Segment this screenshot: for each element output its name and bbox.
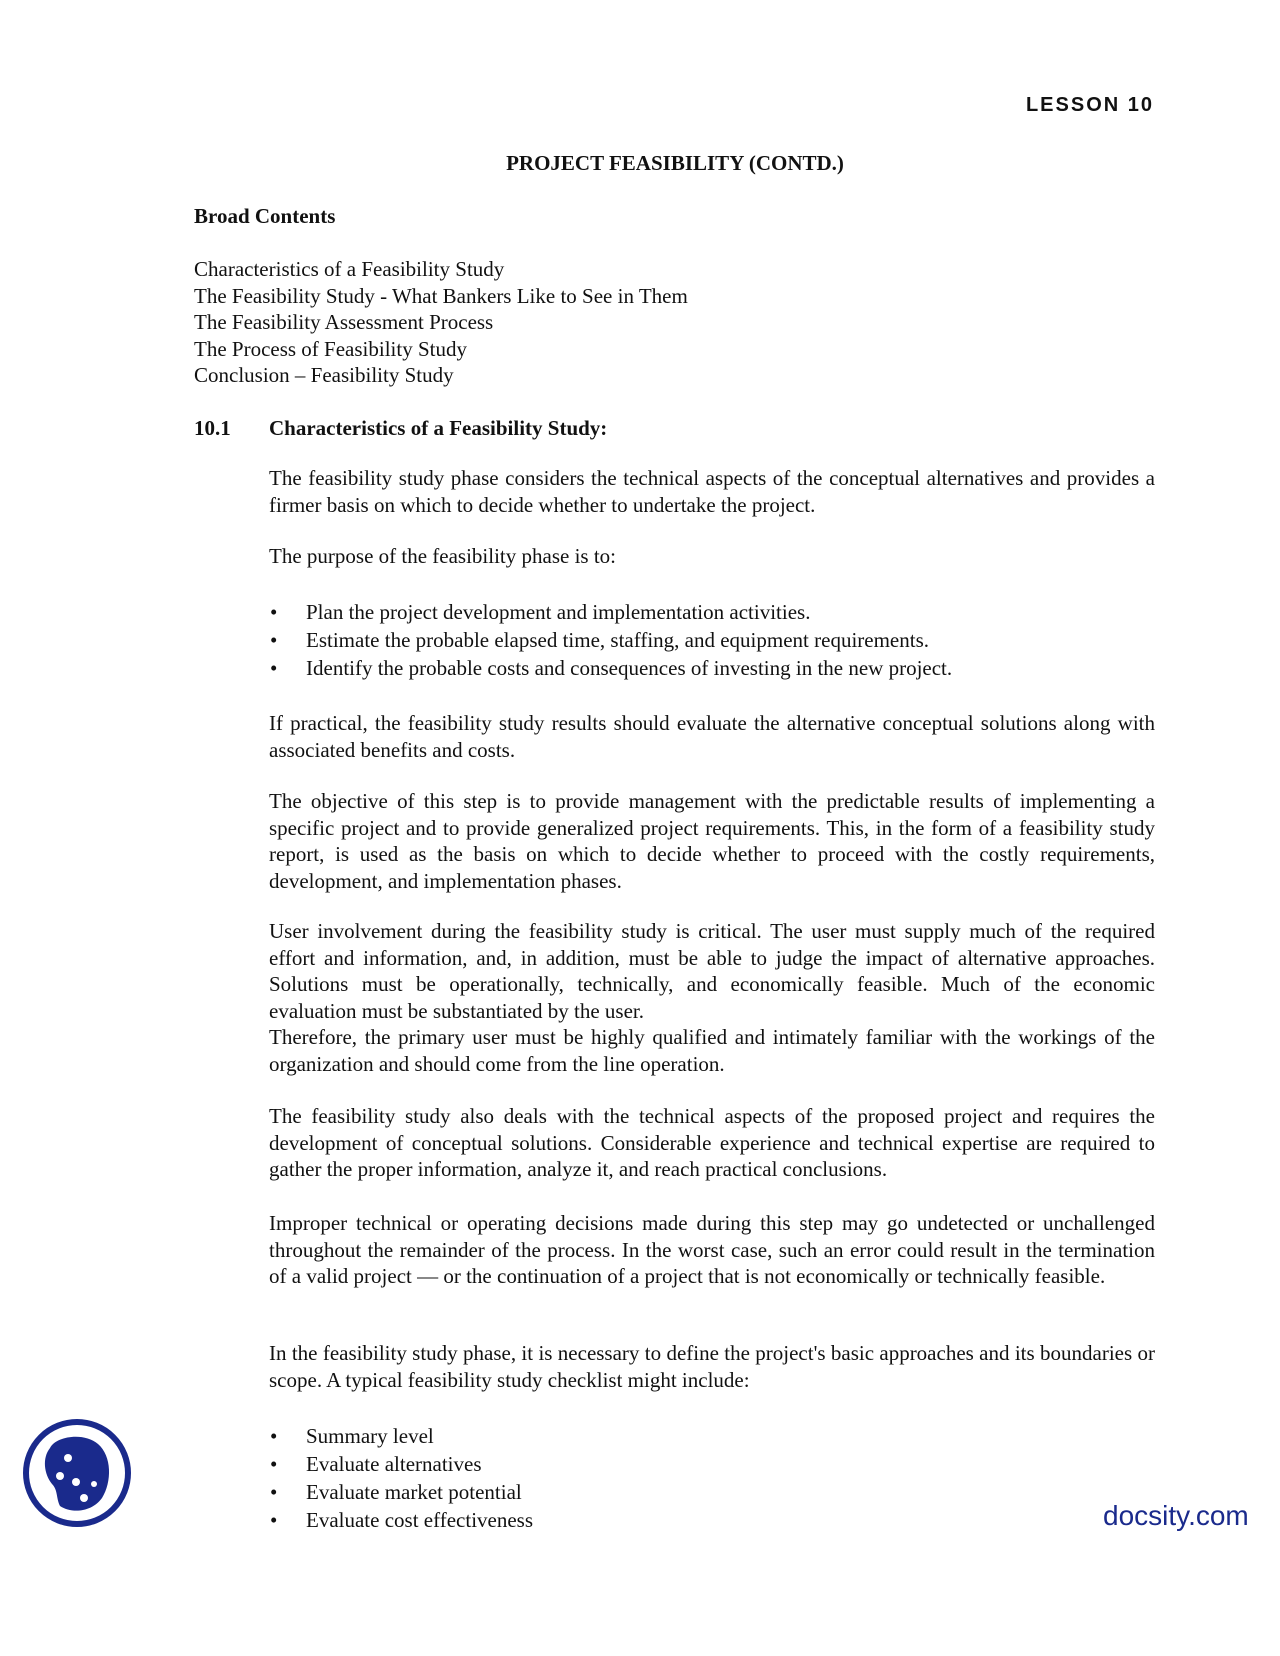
paragraph-technical-aspects: The feasibility study also deals with the technical aspects of the proposed project and requires the development of conceptual solutions. Considerable experience and technical expertise are required to gather the proper information, analyze it, and reach practical conclusions.: [269, 1104, 1155, 1181]
paragraph-intro: The feasibility study phase considers the technical aspects of the conceptual alternatives and provides a firmer basis on which to decide whether to undertake the project.: [269, 466, 1155, 517]
bullet-icon: •: [270, 600, 278, 624]
paragraph-improper-decisions: Improper technical or operating decisions made during this step may go undetected or unchallenged throughout the remainder of the process. In the worst case, such an error could result in the termination of a valid project — or the continuation of a project that is not economically or technically feasible.: [269, 1211, 1155, 1288]
paragraph-purpose: The purpose of the feasibility phase is to:: [269, 544, 617, 568]
bullet-icon: •: [270, 656, 278, 680]
toc-item: The Feasibility Assessment Process: [194, 310, 494, 334]
paragraph-user-involvement: User involvement during the feasibility study is critical. The user must supply much of the required effort and information, and, in addition, must be able to judge the impact of alternative approaches. Solutions must be operationally, technically, and economically feasible. Much of the economic evaluation must be substantiated by the user. Therefore, the primary user must be highly qualified and intimately familiar with the workings of the organization and should come from the line operation.: [269, 919, 1155, 1076]
bullet-icon: •: [270, 1480, 278, 1504]
page-title: PROJECT FEASIBILITY (CONTD.): [506, 151, 844, 175]
toc-item: Characteristics of a Feasibility Study: [194, 257, 505, 281]
paragraph-practical: If practical, the feasibility study results should evaluate the alternative conceptual solutions along with associated benefits and costs.: [269, 711, 1155, 762]
broad-contents-heading: Broad Contents: [194, 204, 336, 228]
list-item: • Identify the probable costs and consequences of investing in the new project.: [270, 656, 953, 680]
list-item: • Evaluate cost effectiveness: [270, 1508, 534, 1532]
toc-item: The Feasibility Study - What Bankers Like to See in Them: [194, 283, 688, 308]
toc-item: Conclusion – Feasibility Study: [194, 363, 454, 387]
list-item: • Evaluate alternatives: [270, 1452, 482, 1476]
toc-item: The Process of Feasibility Study: [194, 336, 467, 361]
checklist-bullet-list: [269, 1422, 1155, 1534]
bullet-icon: •: [270, 628, 278, 652]
broad-contents-list: [194, 256, 688, 389]
purpose-bullet-list: [269, 598, 1155, 682]
section-number: 10.1: [194, 416, 231, 440]
list-item: • Plan the project development and implementation activities.: [270, 600, 811, 624]
section-title: Characteristics of a Feasibility Study:: [269, 416, 608, 440]
docsity-logo-icon: [22, 1418, 132, 1528]
bullet-icon: •: [270, 1452, 278, 1476]
bullet-icon: •: [270, 1424, 278, 1448]
section-heading: [194, 415, 607, 442]
bullet-icon: •: [270, 1508, 278, 1532]
paragraph-checklist-intro: In the feasibility study phase, it is necessary to define the project's basic approaches and its boundaries or scope. A typical feasibility study checklist might include:: [269, 1341, 1155, 1392]
docsity-brand-text: docsity.com: [1103, 1500, 1249, 1531]
list-item: • Estimate the probable elapsed time, staffing, and equipment requirements.: [270, 628, 930, 652]
lesson-label: LESSON 10: [1025, 94, 1154, 116]
list-item: • Summary level: [270, 1424, 434, 1448]
list-item: • Evaluate market potential: [270, 1480, 522, 1504]
paragraph-objective: The objective of this step is to provide management with the predictable results of implementing a specific project and to provide generalized project requirements. This, in the form of a feasibility study report, is used as the basis on which to decide whether to proceed with the costly requirements, development, and implementation phases.: [269, 789, 1155, 893]
